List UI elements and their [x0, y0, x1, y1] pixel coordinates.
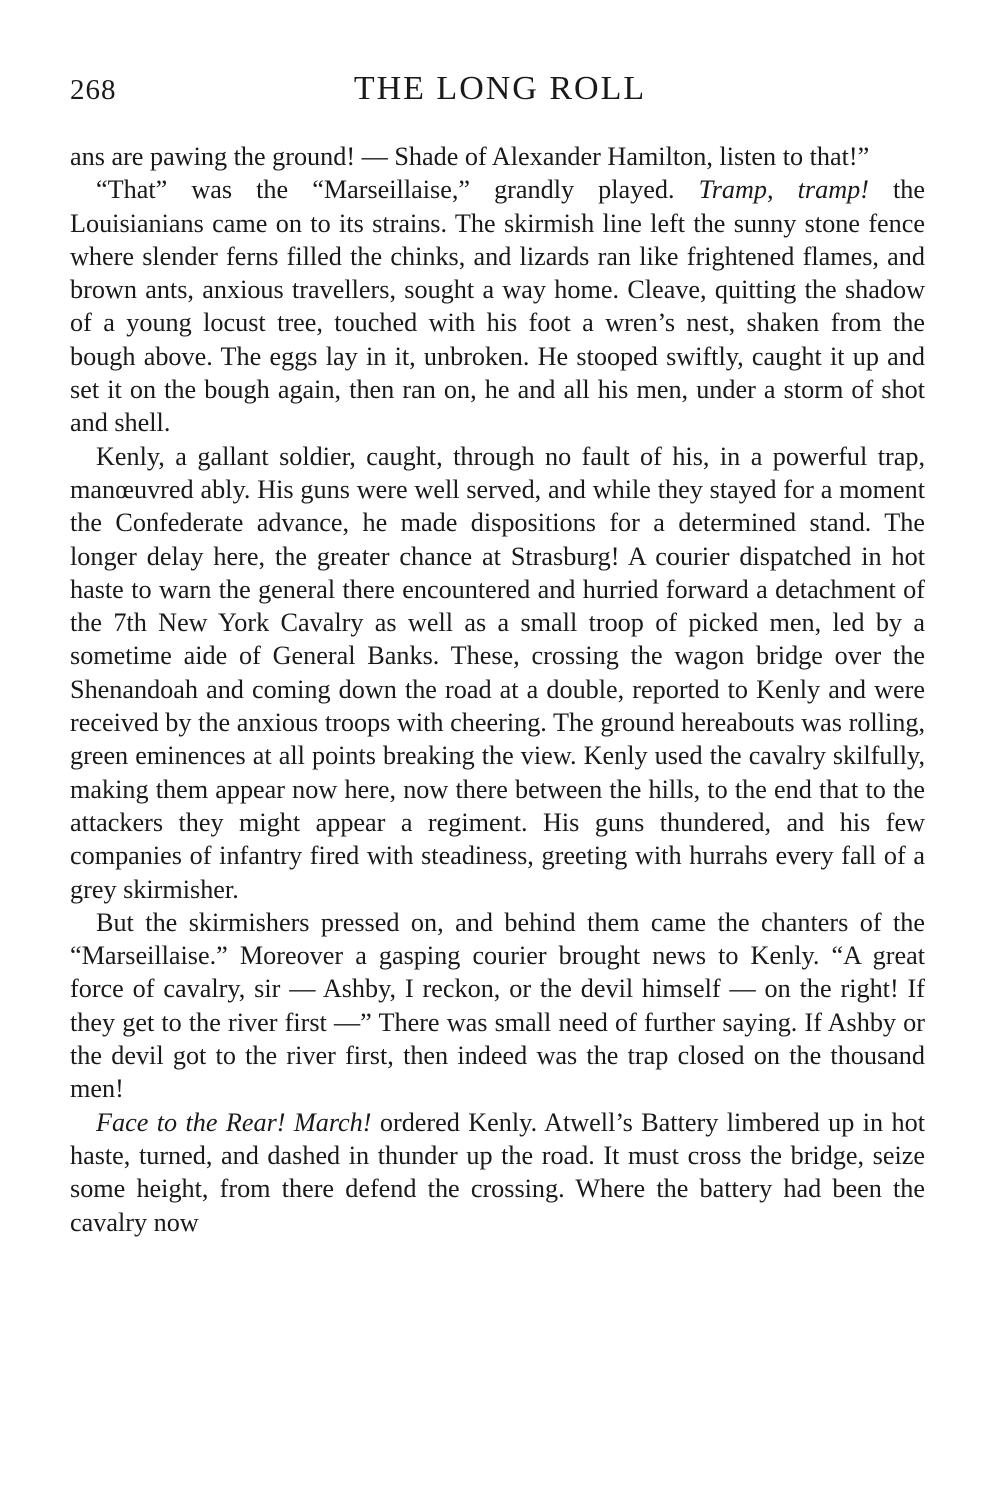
paragraph: [70, 173, 925, 439]
paragraph: [70, 906, 925, 1106]
text-segment: But the skirmishers pressed on, and behind them came the chanters of the “Marseillaise.” Moreover a gasping courier brought news to Kenly. “A great force of cavalry, sir — Ashby, I reckon, or the devil himself — on the right! If they get to the river first —” There was small need of further saying. If Ashby or the devil got to the river first, then indeed was the trap closed on the thousand men!: [70, 907, 925, 1104]
page-number: 268: [70, 74, 117, 106]
italic-text-segment: Tramp, tramp!: [698, 175, 869, 205]
paragraph: [70, 440, 925, 906]
text-segment: the Louisianians came on to its strains. The skirmish line left the sunny stone fence where slender ferns filled the chinks, and lizards ran like frightened flames, and brown ants, anxious travellers, sought a way home. Cleave, quitting the shadow of a young locust tree, touched with his foot a wren’s nest, shaken from the bough above. The eggs lay in it, unbroken. He stooped swiftly, caught it up and set it on the bough again, then ran on, he and all his men, under a storm of shot and shell.: [70, 175, 925, 438]
italic-text-segment: Face to the Rear! March!: [96, 1107, 372, 1137]
body-text: [70, 140, 925, 1239]
paragraph: [70, 140, 925, 173]
text-segment: “That” was the “Marseillaise,” grandly played.: [96, 175, 699, 205]
page-header: [70, 70, 930, 122]
text-segment: ordered Kenly. Atwell’s Battery limbered up in hot haste, turned, and dashed in thunder up the road. It must cross the bridge, seize some height, from there defend the crossing. Where the battery had been the cavalry now: [70, 1107, 925, 1237]
paragraph: [70, 1106, 925, 1239]
running-title: THE LONG ROLL: [353, 70, 647, 107]
text-segment: Kenly, a gallant soldier, caught, through no fault of his, in a powerful trap, manœuvred ably. His guns were well served, and while they stayed for a moment the Confederate advance, he made dispositions for a determined stand. The longer delay here, the greater chance at Strasburg! A courier dispatched in hot haste to warn the general there encountered and hurried forward a detachment of the 7th New York Cavalry as well as a small troop of picked men, led by a sometime aide of General Banks. These, crossing the wagon bridge over the Shenandoah and coming down the road at a double, reported to Kenly and were received by the anxious troops with cheering. The ground hereabouts was rolling, green eminences at all points breaking the view. Kenly used the cavalry skilfully, making them appear now here, now there between the hills, to the end that to the attackers they might appear a regiment. His guns thundered, and his few companies of infantry fired with steadiness, greeting with hurrahs every fall of a grey skirmisher.: [70, 441, 925, 904]
text-segment: ans are pawing the ground! — Shade of Alexander Hamilton, listen to that!”: [70, 142, 870, 171]
